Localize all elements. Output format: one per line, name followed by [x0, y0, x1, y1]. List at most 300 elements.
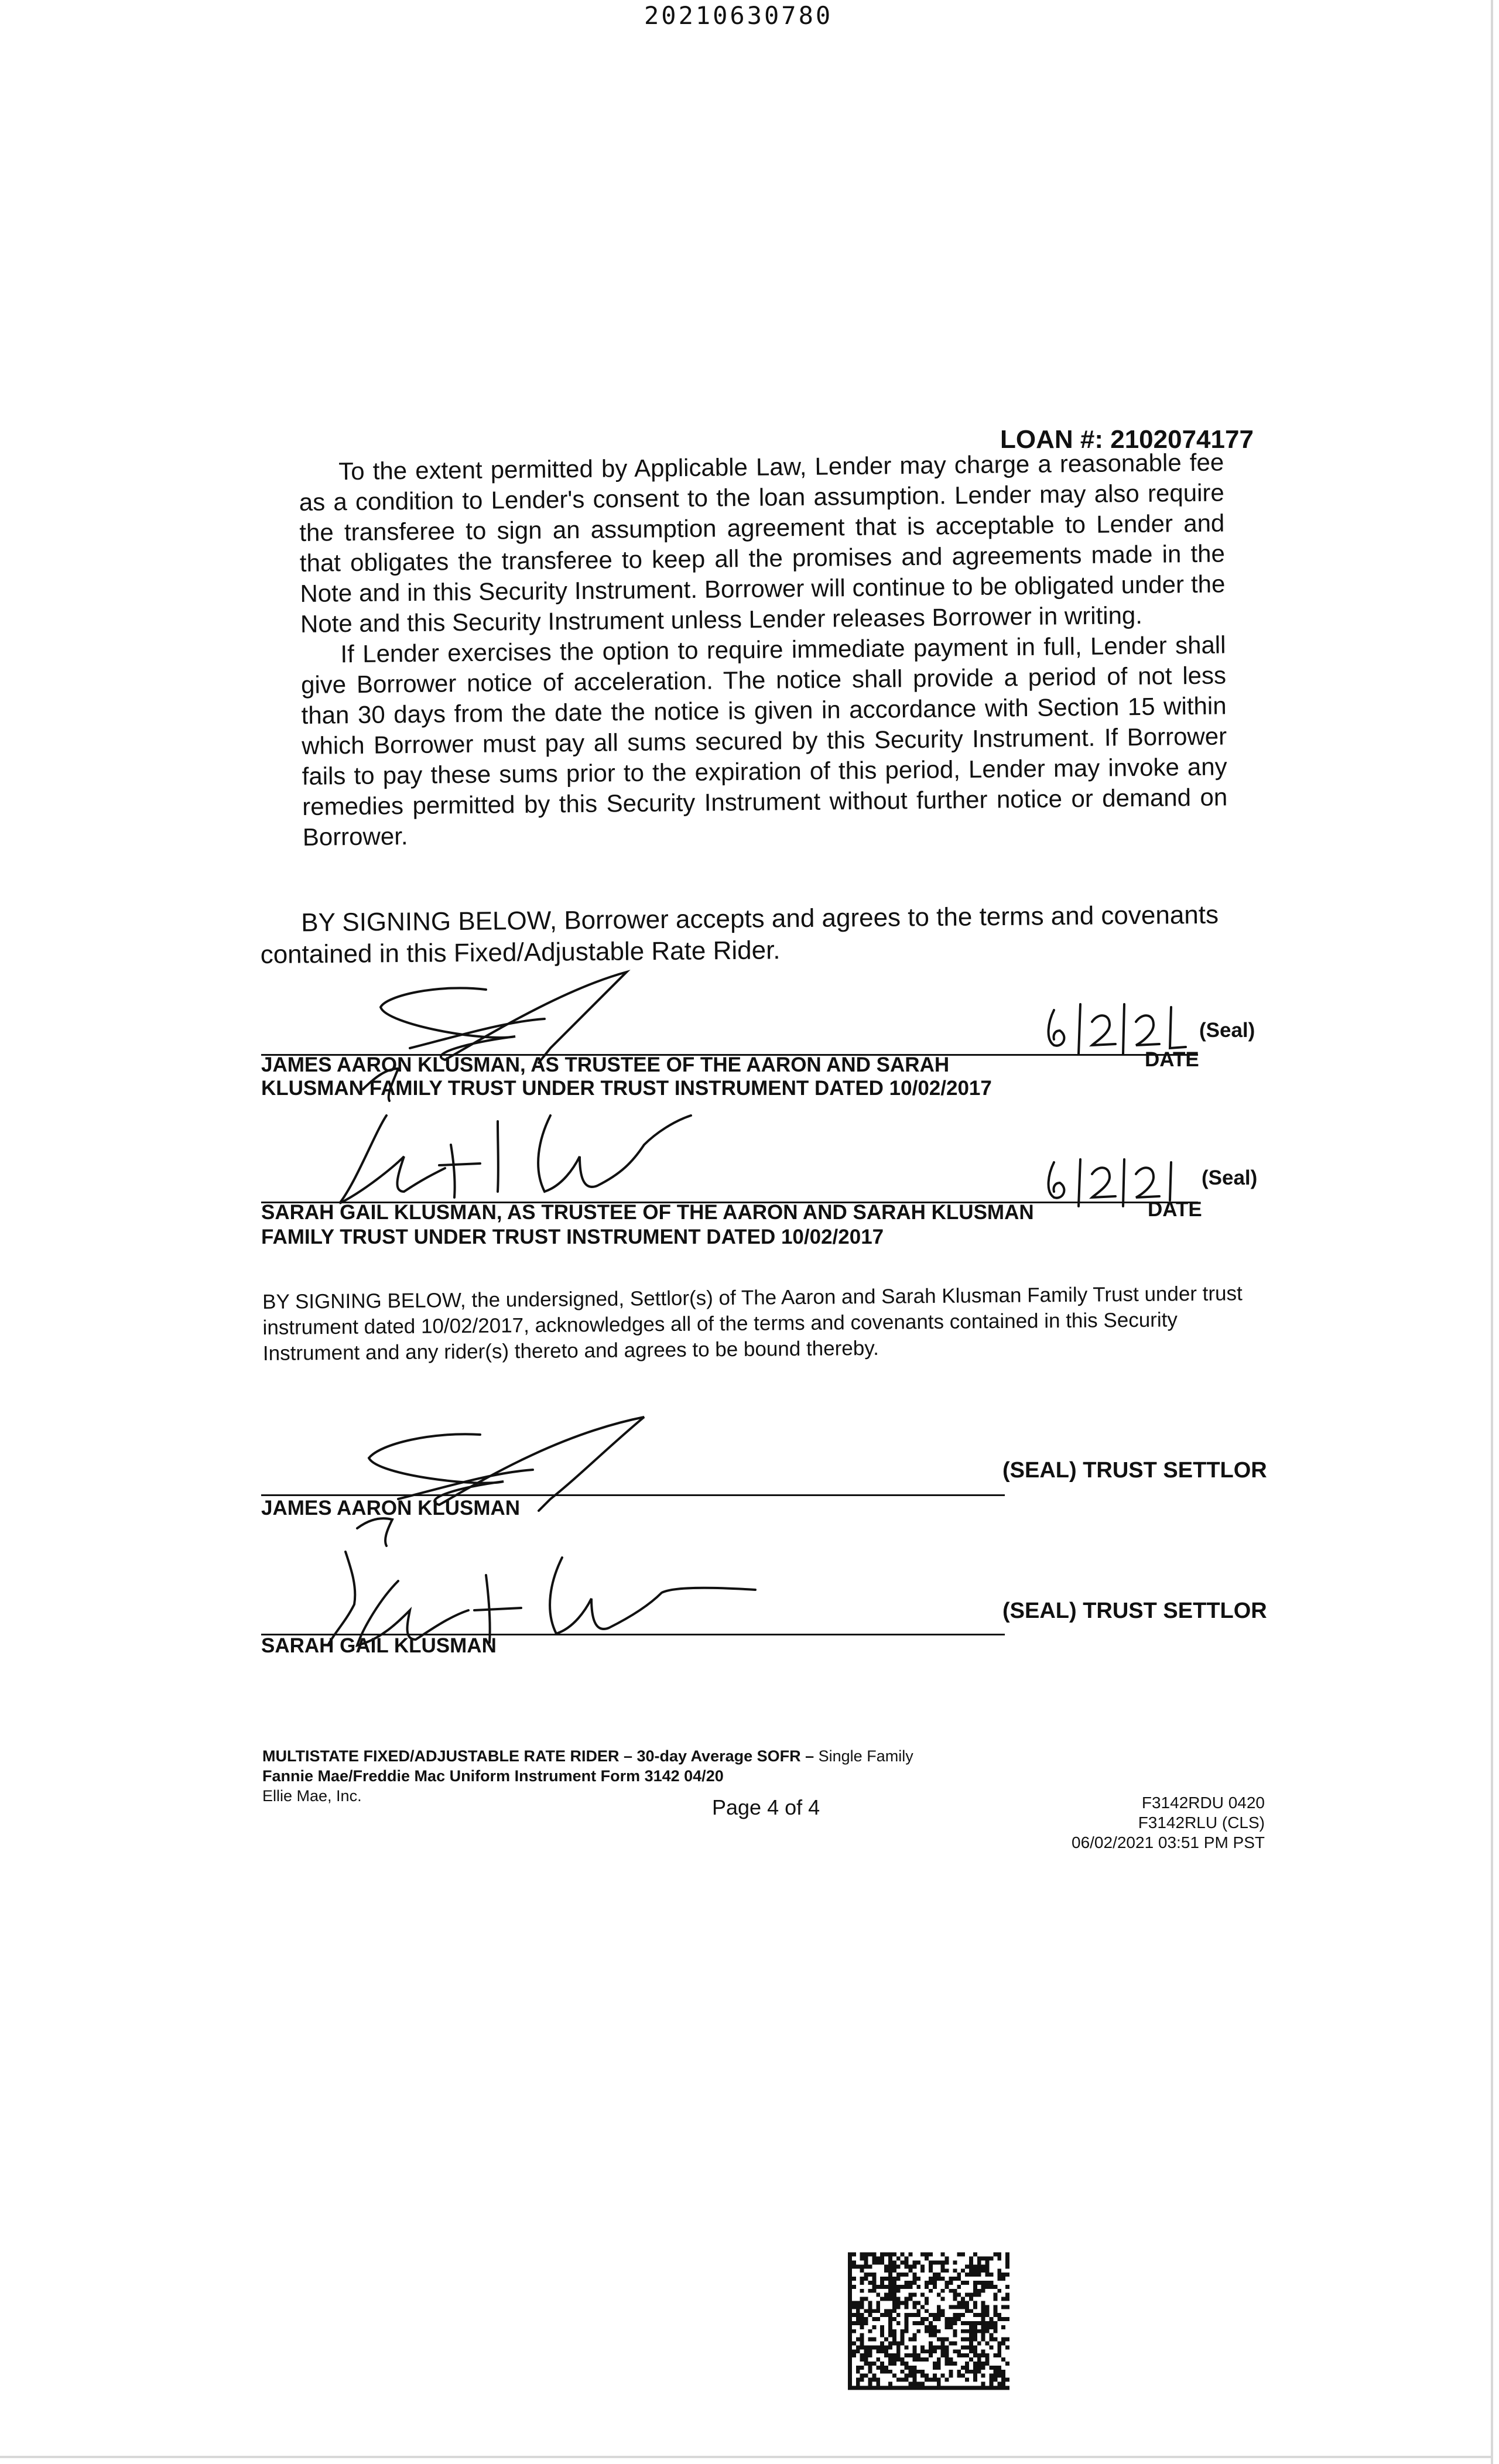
barcode-module — [856, 2370, 860, 2374]
barcode-module — [860, 2353, 864, 2357]
page-number: Page 4 of 4 — [712, 1795, 820, 1819]
barcode-module — [937, 2317, 941, 2321]
barcode-module — [916, 2261, 920, 2265]
barcode-module — [884, 2309, 888, 2313]
barcode-module — [925, 2386, 929, 2390]
barcode-module — [848, 2386, 852, 2390]
paragraph-assumption-fee: To the extent permitted by Applicable Law, Lender may charge a reasonable fee as a condition to Lender's consent to the loan assumption. Lender may also require the transferee to sign an assumption agreement that is acceptable to Lender and that obligates the transferee to keep all the promises and agreements made in the Note and in this Security Instrument. Borrower will continue to be obligated under the Note and this Security Instrument unless Lender releases Borrower in writing. — [299, 448, 1226, 638]
barcode-module — [848, 2374, 852, 2378]
barcode-module — [892, 2357, 896, 2362]
barcode-module — [961, 2366, 965, 2370]
barcode-module — [852, 2321, 856, 2325]
barcode-module — [945, 2285, 949, 2289]
barcode-module — [1005, 2362, 1009, 2366]
barcode-module — [937, 2277, 941, 2281]
barcode-module — [949, 2321, 953, 2325]
borrower-acceptance-statement — [260, 899, 1268, 971]
barcode-module — [957, 2305, 961, 2309]
barcode-module — [933, 2374, 937, 2378]
barcode-module — [953, 2268, 957, 2273]
barcode-module — [929, 2264, 933, 2268]
barcode-module — [969, 2342, 973, 2346]
barcode-module — [848, 2342, 852, 2346]
barcode-module — [993, 2366, 997, 2370]
barcode-module — [925, 2317, 929, 2321]
barcode-module — [937, 2378, 941, 2382]
barcode-module — [1001, 2338, 1005, 2342]
barcode-module — [888, 2382, 892, 2386]
barcode-module — [868, 2370, 872, 2374]
barcode-module — [896, 2297, 901, 2301]
barcode-module — [912, 2264, 916, 2268]
barcode-module — [868, 2362, 872, 2366]
barcode-module — [933, 2273, 937, 2277]
barcode-module — [1001, 2386, 1005, 2390]
form-code-2: F3142RLU (CLS) — [1138, 1813, 1265, 1832]
barcode-module — [990, 2374, 994, 2378]
barcode-module — [872, 2309, 876, 2313]
barcode-module — [929, 2253, 933, 2257]
barcode-module — [892, 2264, 896, 2268]
barcode-module — [993, 2321, 997, 2325]
barcode-module — [985, 2285, 990, 2289]
barcode-module — [884, 2297, 888, 2301]
barcode-module — [896, 2277, 901, 2281]
barcode-module — [884, 2386, 888, 2390]
barcode-module — [868, 2378, 872, 2382]
barcode-module — [848, 2317, 852, 2321]
barcode-module — [929, 2289, 933, 2293]
barcode-module — [961, 2345, 965, 2349]
barcode-module — [1005, 2338, 1009, 2342]
barcode-module — [848, 2313, 852, 2317]
barcode-module — [981, 2366, 985, 2370]
barcode-module — [909, 2297, 913, 2301]
barcode-module — [916, 2301, 920, 2305]
barcode-module — [929, 2386, 933, 2390]
barcode-module — [864, 2349, 868, 2353]
barcode-module — [973, 2374, 977, 2378]
barcode-module — [990, 2325, 994, 2329]
barcode-module — [1001, 2273, 1005, 2277]
barcode-module — [888, 2325, 892, 2329]
barcode-module — [929, 2261, 933, 2265]
acceptance-text: Borrower accepts and agrees to the terms and covenants contained in this Fixed/Adjustable Rate Rider. — [260, 900, 1219, 969]
barcode-module — [1005, 2293, 1009, 2297]
barcode-module — [916, 2329, 920, 2333]
barcode-module — [860, 2378, 864, 2382]
barcode-module — [848, 2253, 852, 2257]
barcode-module — [888, 2342, 892, 2346]
barcode-module — [969, 2345, 973, 2349]
barcode-module — [1001, 2325, 1005, 2329]
barcode-module — [920, 2253, 925, 2257]
barcode-module — [1005, 2257, 1009, 2261]
barcode-module — [892, 2261, 896, 2265]
barcode-module — [864, 2374, 868, 2378]
barcode-module — [933, 2261, 937, 2265]
barcode-module — [953, 2329, 957, 2333]
barcode-module — [876, 2357, 880, 2362]
barcode-module — [985, 2325, 990, 2329]
barcode-module — [973, 2325, 977, 2329]
barcode-module — [888, 2313, 892, 2317]
barcode-module — [973, 2345, 977, 2349]
barcode-module — [953, 2342, 957, 2346]
barcode-module — [985, 2321, 990, 2325]
barcode-module — [985, 2362, 990, 2366]
barcode-module — [880, 2313, 884, 2317]
barcode-module — [852, 2253, 856, 2257]
barcode-module — [920, 2305, 925, 2309]
barcode-module — [901, 2370, 905, 2374]
barcode-module — [1001, 2342, 1005, 2346]
barcode-module — [901, 2338, 905, 2342]
barcode-module — [981, 2313, 985, 2317]
barcode-module — [848, 2345, 852, 2349]
barcode-module — [872, 2338, 876, 2342]
barcode-module — [977, 2293, 981, 2297]
barcode-module — [912, 2345, 916, 2349]
barcode-module — [953, 2297, 957, 2301]
barcode-module — [860, 2277, 864, 2281]
barcode-module — [888, 2293, 892, 2297]
barcode-module — [916, 2357, 920, 2362]
barcode-module — [981, 2317, 985, 2321]
barcode-module — [905, 2362, 909, 2366]
barcode-module — [953, 2317, 957, 2321]
barcode-module — [957, 2313, 961, 2317]
barcode-module — [848, 2370, 852, 2374]
form-title: MULTISTATE FIXED/ADJUSTABLE RATE RIDER – 30-day Average SOFR – Single Family — [262, 1747, 913, 1765]
barcode-module — [977, 2289, 981, 2293]
barcode-module — [973, 2305, 977, 2309]
barcode-module — [961, 2297, 965, 2301]
barcode-module — [929, 2378, 933, 2382]
barcode-module — [884, 2349, 888, 2353]
barcode-module — [880, 2386, 884, 2390]
barcode-module — [916, 2353, 920, 2357]
barcode-module — [957, 2349, 961, 2353]
barcode-module — [896, 2342, 901, 2346]
barcode-module — [973, 2349, 977, 2353]
barcode-module — [884, 2285, 888, 2289]
barcode-module — [868, 2264, 872, 2268]
barcode-module — [876, 2386, 880, 2390]
barcode-module — [937, 2357, 941, 2362]
barcode-module — [848, 2333, 852, 2338]
vendor-name: Ellie Mae, Inc. — [262, 1787, 362, 1805]
barcode-module — [969, 2268, 973, 2273]
form-number: Fannie Mae/Freddie Mac Uniform Instrument Form 3142 04/20 — [262, 1767, 724, 1785]
barcode-module — [848, 2264, 852, 2268]
barcode-module — [872, 2261, 876, 2265]
barcode-module — [965, 2362, 969, 2366]
barcode-module — [929, 2281, 933, 2285]
barcode-module — [888, 2268, 892, 2273]
barcode-module — [884, 2345, 888, 2349]
barcode-module — [896, 2301, 901, 2305]
barcode-module — [909, 2293, 913, 2297]
barcode-module — [901, 2301, 905, 2305]
barcode-module — [856, 2321, 860, 2325]
barcode-module — [864, 2261, 868, 2265]
signer-name-line1: JAMES AARON KLUSMAN, AS TRUSTEE OF THE AARON AND SARAH — [261, 1053, 950, 1076]
barcode-module — [905, 2281, 909, 2285]
barcode-module — [876, 2301, 880, 2305]
barcode-module — [977, 2362, 981, 2366]
barcode-module — [860, 2345, 864, 2349]
barcode-module — [941, 2309, 945, 2313]
barcode-module — [990, 2285, 994, 2289]
barcode-module — [981, 2338, 985, 2342]
barcode-module — [905, 2378, 909, 2382]
barcode-module — [965, 2338, 969, 2342]
barcode-module — [953, 2277, 957, 2281]
barcode-module — [909, 2353, 913, 2357]
barcode-module — [912, 2349, 916, 2353]
barcode-module — [856, 2317, 860, 2321]
barcode-module — [949, 2317, 953, 2321]
barcode-module — [997, 2253, 1001, 2257]
barcode-module — [949, 2325, 953, 2329]
barcode-module — [961, 2253, 965, 2257]
barcode-module — [848, 2366, 852, 2370]
barcode-module — [856, 2345, 860, 2349]
barcode-module — [977, 2261, 981, 2265]
barcode-module — [876, 2382, 880, 2386]
barcode-module — [945, 2325, 949, 2329]
barcode-module — [856, 2309, 860, 2313]
barcode-module — [993, 2253, 997, 2257]
barcode-module — [916, 2309, 920, 2313]
barcode-module — [993, 2329, 997, 2333]
barcode-module — [941, 2349, 945, 2353]
barcode-module — [997, 2277, 1001, 2281]
date-label: DATE — [1148, 1198, 1202, 1221]
barcode-module — [868, 2273, 872, 2277]
barcode-module — [1005, 2297, 1009, 2301]
barcode-module — [981, 2374, 985, 2378]
barcode-module — [929, 2353, 933, 2357]
barcode-module — [892, 2293, 896, 2297]
barcode-module — [896, 2345, 901, 2349]
barcode-module — [1001, 2277, 1005, 2281]
barcode-module — [990, 2321, 994, 2325]
barcode-module — [961, 2353, 965, 2357]
barcode-module — [860, 2342, 864, 2346]
barcode-module — [860, 2268, 864, 2273]
barcode-module — [901, 2329, 905, 2333]
barcode-module — [993, 2370, 997, 2374]
barcode-module — [872, 2289, 876, 2293]
barcode-module — [953, 2386, 957, 2390]
barcode-module — [872, 2253, 876, 2257]
barcode-module — [957, 2253, 961, 2257]
barcode-module — [848, 2309, 852, 2313]
barcode-module — [969, 2297, 973, 2301]
barcode-module — [909, 2382, 913, 2386]
barcode-module — [973, 2366, 977, 2370]
barcode-module — [1005, 2378, 1009, 2382]
barcode-module — [981, 2382, 985, 2386]
barcode-module — [933, 2317, 937, 2321]
barcode-module — [990, 2317, 994, 2321]
barcode-module — [1005, 2264, 1009, 2268]
barcode-module — [860, 2317, 864, 2321]
barcode-module — [909, 2366, 913, 2370]
barcode-module — [969, 2325, 973, 2329]
barcode-module — [856, 2264, 860, 2268]
barcode-module — [925, 2297, 929, 2301]
barcode-module — [848, 2257, 852, 2261]
barcode-module — [868, 2289, 872, 2293]
barcode-module — [876, 2317, 880, 2321]
barcode-module — [953, 2261, 957, 2265]
barcode-module — [888, 2257, 892, 2261]
barcode-module — [884, 2370, 888, 2374]
barcode-module — [920, 2321, 925, 2325]
barcode-module — [909, 2370, 913, 2374]
barcode-module — [941, 2253, 945, 2257]
barcode-module — [953, 2305, 957, 2309]
barcode-module — [916, 2386, 920, 2390]
barcode-module — [905, 2301, 909, 2305]
barcode-module — [872, 2325, 876, 2329]
barcode-module — [981, 2321, 985, 2325]
barcode-module — [864, 2362, 868, 2366]
barcode-module — [888, 2273, 892, 2277]
signature-sarah-trustee — [304, 1110, 785, 1215]
barcode-module — [941, 2374, 945, 2378]
barcode-module — [945, 2281, 949, 2285]
barcode-module — [1005, 2345, 1009, 2349]
barcode-module — [912, 2333, 916, 2338]
barcode-module — [973, 2353, 977, 2357]
barcode-module — [993, 2378, 997, 2382]
barcode-module — [985, 2309, 990, 2313]
barcode-module — [937, 2273, 941, 2277]
barcode-module — [868, 2353, 872, 2357]
barcode-module — [884, 2268, 888, 2273]
barcode-module — [860, 2374, 864, 2378]
barcode-module — [892, 2301, 896, 2305]
barcode-module — [872, 2374, 876, 2378]
barcode-module — [953, 2333, 957, 2338]
barcode-module — [990, 2382, 994, 2386]
barcode-module — [852, 2329, 856, 2333]
barcode-module — [916, 2313, 920, 2317]
barcode-module — [969, 2338, 973, 2342]
barcode-module — [929, 2333, 933, 2338]
barcode-module — [945, 2362, 949, 2366]
barcode-module — [868, 2338, 872, 2342]
barcode-module — [905, 2257, 909, 2261]
barcode-module — [912, 2378, 916, 2382]
barcode-module — [977, 2370, 981, 2374]
barcode-module — [901, 2333, 905, 2338]
barcode-module — [945, 2386, 949, 2390]
barcode-module — [905, 2313, 909, 2317]
barcode-module — [957, 2386, 961, 2390]
barcode-module — [1005, 2317, 1009, 2321]
barcode-module — [888, 2289, 892, 2293]
barcode-module — [993, 2325, 997, 2329]
barcode-module — [937, 2345, 941, 2349]
barcode-module — [848, 2273, 852, 2277]
barcode-module — [880, 2257, 884, 2261]
barcode-module — [892, 2329, 896, 2333]
barcode-module — [990, 2257, 994, 2261]
barcode-module — [864, 2277, 868, 2281]
barcode-module — [990, 2281, 994, 2285]
barcode-module — [937, 2366, 941, 2370]
barcode-module — [941, 2313, 945, 2317]
barcode-module — [953, 2362, 957, 2366]
signer-name-line1: SARAH GAIL KLUSMAN, AS TRUSTEE OF THE AARON AND SARAH KLUSMAN — [261, 1201, 1034, 1224]
barcode-module — [973, 2268, 977, 2273]
barcode-module — [920, 2345, 925, 2349]
barcode-module — [977, 2268, 981, 2273]
barcode-module — [864, 2321, 868, 2325]
barcode-module — [876, 2378, 880, 2382]
barcode-module — [888, 2329, 892, 2333]
barcode-module — [985, 2273, 990, 2277]
barcode-module — [981, 2264, 985, 2268]
barcode-module — [993, 2293, 997, 2297]
barcode-module — [892, 2386, 896, 2390]
barcode-module — [945, 2268, 949, 2273]
barcode-module — [868, 2329, 872, 2333]
barcode-module — [985, 2257, 990, 2261]
barcode-module — [905, 2285, 909, 2289]
barcode-module — [896, 2305, 901, 2309]
barcode-module — [985, 2313, 990, 2317]
barcode-module — [941, 2342, 945, 2346]
barcode-module — [1005, 2253, 1009, 2257]
barcode-module — [945, 2353, 949, 2357]
barcode-module — [909, 2285, 913, 2289]
barcode-module — [888, 2281, 892, 2285]
barcode-module — [856, 2338, 860, 2342]
barcode-module — [876, 2345, 880, 2349]
barcode-module — [961, 2321, 965, 2325]
barcode-module — [896, 2321, 901, 2325]
barcode-module — [868, 2309, 872, 2313]
barcode-module — [949, 2370, 953, 2374]
barcode-module — [933, 2349, 937, 2353]
barcode-module — [969, 2293, 973, 2297]
seal-label: (Seal) — [1202, 1166, 1258, 1189]
barcode-module — [848, 2325, 852, 2329]
barcode-module — [993, 2297, 997, 2301]
barcode-module — [905, 2261, 909, 2265]
barcode-module — [961, 2281, 965, 2285]
barcode-module — [997, 2268, 1001, 2273]
barcode-module — [860, 2333, 864, 2338]
barcode-module — [949, 2281, 953, 2285]
barcode-module — [892, 2353, 896, 2357]
form-codes — [1007, 1793, 1265, 1853]
barcode-module — [941, 2338, 945, 2342]
barcode-module — [957, 2285, 961, 2289]
barcode-module — [916, 2277, 920, 2281]
barcode-module — [969, 2273, 973, 2277]
barcode-module — [925, 2374, 929, 2378]
barcode-module — [880, 2362, 884, 2366]
barcode-module — [937, 2305, 941, 2309]
barcode-module — [888, 2357, 892, 2362]
